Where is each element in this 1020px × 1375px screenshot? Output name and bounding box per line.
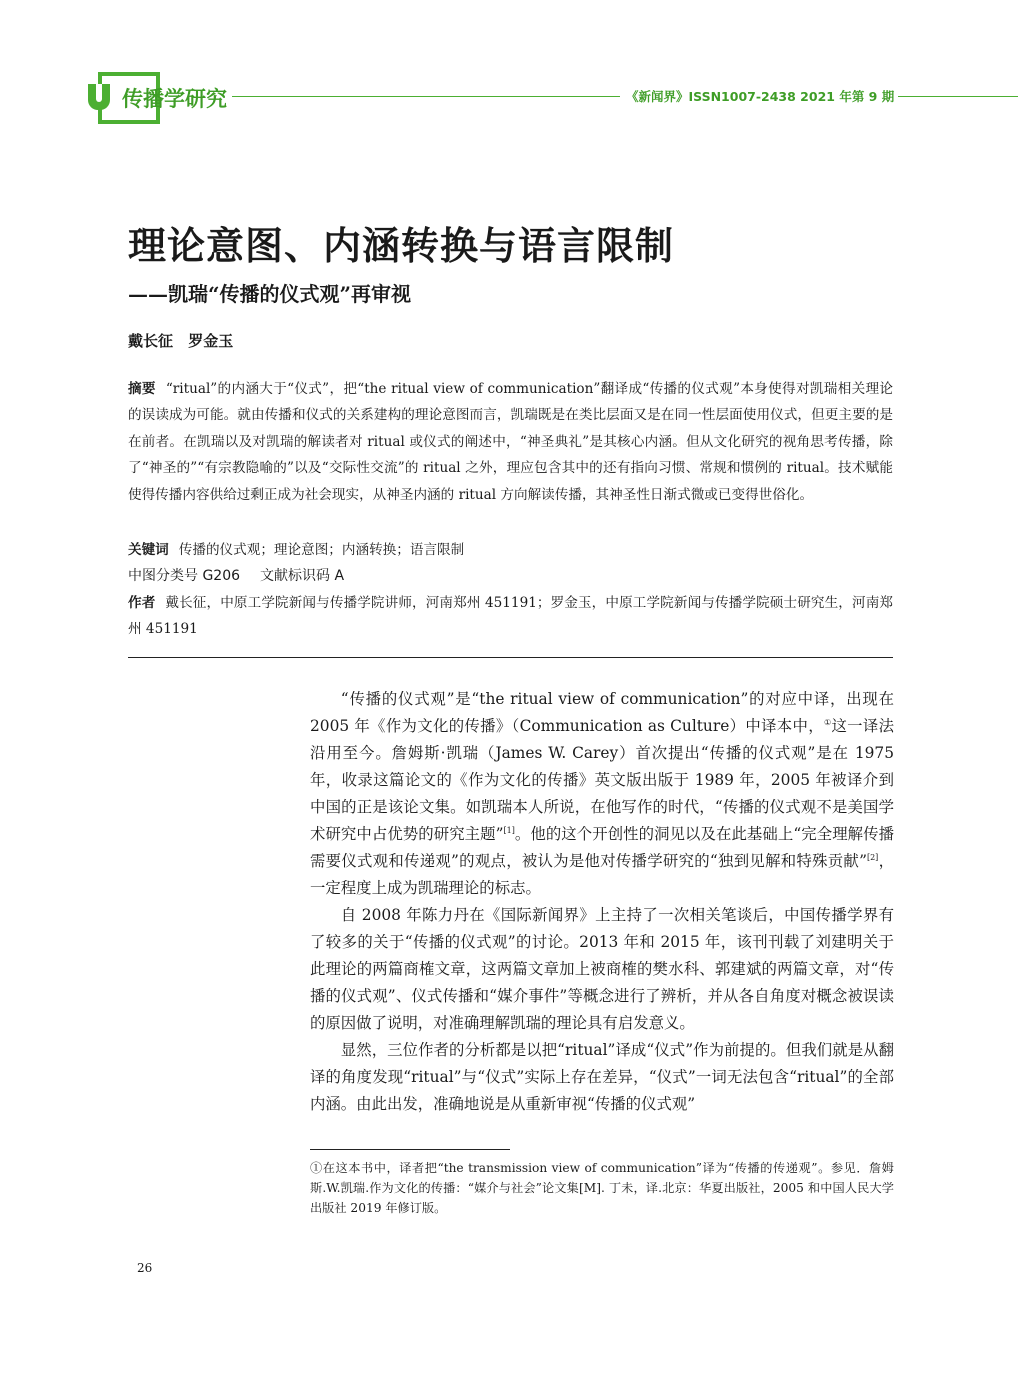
footnote-divider [310, 1149, 510, 1150]
page-number: 26 [137, 1261, 153, 1275]
author-info-label: 作者 [128, 595, 156, 611]
body-paragraph: 显然，三位作者的分析都是以把“ritual”译成“仪式”作为前提的。但我们就是从翻译的角度发现“ritual”与“仪式”实际上存在差异，“仪式”一词无法包含“ritual”的全部内涵。由此出发，准确地说是从重新审视“传播的仪式观” [310, 1041, 894, 1113]
journal-info: 《新闻界》ISSN1007-2438 2021 年第 9 期 [626, 89, 895, 104]
author-info-text: 戴长征，中原工学院新闻与传播学院讲师，河南郑州 451191；罗金玉，中原工学院新闻与传播学院硕士研究生，河南郑州 451191 [128, 595, 893, 638]
footnote: ①在这本书中，译者把“the transmission view of communication”译为“传播的传递观”。参见．詹姆斯.W.凯瑞.作为文化的传播：“媒介与社会”论文集[M]. 丁未，译.北京：华夏出版社，2005 和中国人民大学出版社 2019 年修订版。 [310, 1161, 894, 1215]
keywords [128, 537, 893, 563]
footnote-marker: ① [823, 717, 832, 727]
author-info [128, 590, 893, 643]
header-rule-left [232, 96, 620, 97]
article-title: 理论意图、内涵转换与语言限制 [128, 223, 675, 268]
body-text: 这一译法沿用至今。詹姆斯·凯瑞（James W. Carey）首次提出“传播的仪式观”是在 1975 年，收录这篇论文的《作为文化的传播》英文版出版于 1989 年，2005 年被译介到中国的正是该论文集。如凯瑞本人所说，在他写作的时代，“传播的仪式观不是美国学术研究中占优势的研究主题” [310, 717, 894, 843]
article-authors: 戴长征 罗金玉 [128, 332, 234, 350]
classification [128, 563, 893, 589]
header-rule-right [898, 96, 1018, 97]
abstract [128, 376, 893, 508]
article-body [310, 686, 894, 1118]
document-code: 文献标识码 A [260, 568, 345, 584]
section-logo-icon [88, 84, 110, 110]
abstract-divider [128, 657, 893, 658]
body-paragraph: 自 2008 年陈力丹在《国际新闻界》上主持了一次相关笔谈后，中国传播学界有了较多的关于“传播的仪式观”的讨论。2013 年和 2015 年，该刊刊载了刘建明关于此理论的两篇商榷文章，这两篇文章加上被商榷的樊水科、郭建斌的两篇文章，对“传播的仪式观”、仪式传播和“媒介事件”等概念进行了辨析，并从各自角度对概念被误读的原因做了说明，对准确理解凯瑞的理论具有启发意义。 [310, 906, 894, 1032]
reference-marker: [1] [503, 825, 515, 835]
article-subtitle: ——凯瑞“传播的仪式观”再审视 [128, 282, 412, 306]
body-text: 。他的这个开创性的洞见以及在此基础上“完全理解传播需要仪式观和传递观”的观点，被认为是他对传播学研究的“独到见解和特殊贡献” [310, 825, 894, 870]
abstract-label: 摘要 [128, 381, 156, 397]
body-paragraph [310, 686, 894, 902]
section-name: 传播学研究 [122, 86, 227, 111]
body-text: ，一定程度上成为凯瑞理论的标志。 [310, 852, 894, 897]
keywords-text: 传播的仪式观；理论意图；内涵转换；语言限制 [178, 542, 465, 558]
abstract-text: “ritual”的内涵大于“仪式”，把“the ritual view of communication”翻译成“传播的仪式观”本身使得对凯瑞相关理论的误读成为可能。就由传播和仪式的关系建构的理论意图而言，凯瑞既是在类比层面又是在同一性层面使用仪式，但更主要的是在前者。在凯瑞以及对凯瑞的解读者对 ritual 或仪式的阐述中，“神圣典礼”是其核心内涵。但从文化研究的视角思考传播，除了“神圣的”“有宗教隐喻的”以及“交际性交流”的 ritual 之外，理应包含其中的还有指向习惯、常规和惯例的 ritual。技术赋能使得传播内容供给过剩正成为社会现实，从神圣内涵的 ritual 方向解读传播，其神圣性日渐式微或已变得世俗化。 [128, 381, 894, 503]
keywords-label: 关键词 [128, 542, 169, 558]
reference-marker: [2] [866, 852, 879, 862]
clc-number: 中图分类号 G206 [128, 568, 241, 584]
body-text: “传播的仪式观”是“the ritual view of communication”的对应中译，出现在 2005 年《作为文化的传播》（Communication as Culture）中译本中， [310, 690, 894, 735]
